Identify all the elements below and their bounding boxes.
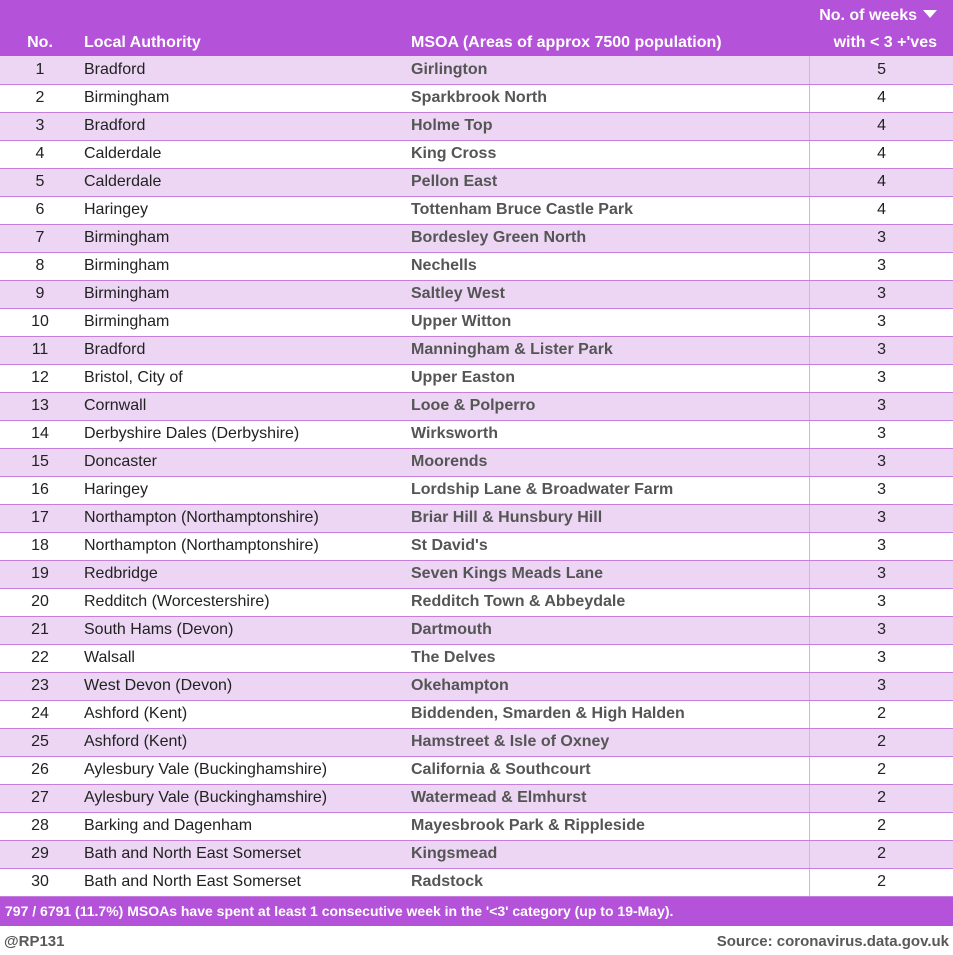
table-header-row: [0, 0, 953, 56]
table-row: [0, 392, 953, 420]
row-number: 21: [0, 616, 80, 644]
row-msoa: Kingsmead: [408, 840, 809, 868]
row-msoa: Hamstreet & Isle of Oxney: [408, 728, 809, 756]
row-number: 29: [0, 840, 80, 868]
table-row: [0, 560, 953, 588]
table-row: [0, 448, 953, 476]
row-msoa: Biddenden, Smarden & High Halden: [408, 700, 809, 728]
row-weeks: 3: [809, 336, 953, 364]
row-local-authority: Bath and North East Somerset: [80, 868, 408, 896]
row-msoa: Wirksworth: [408, 420, 809, 448]
table-row: [0, 728, 953, 756]
row-msoa: Holme Top: [408, 112, 809, 140]
row-local-authority: Birmingham: [80, 84, 408, 112]
row-number: 16: [0, 476, 80, 504]
table-row: [0, 252, 953, 280]
row-local-authority: Calderdale: [80, 140, 408, 168]
row-msoa: Briar Hill & Hunsbury Hill: [408, 504, 809, 532]
table-row: [0, 224, 953, 252]
table-row: [0, 112, 953, 140]
row-msoa: The Delves: [408, 644, 809, 672]
row-msoa: Bordesley Green North: [408, 224, 809, 252]
table-row: [0, 616, 953, 644]
table-row: [0, 840, 953, 868]
row-weeks: 2: [809, 812, 953, 840]
row-msoa: King Cross: [408, 140, 809, 168]
table-row: [0, 84, 953, 112]
header-weeks-line2: with < 3 +'ves: [833, 34, 937, 51]
row-weeks: 4: [809, 84, 953, 112]
row-number: 18: [0, 532, 80, 560]
row-msoa: Moorends: [408, 448, 809, 476]
row-weeks: 3: [809, 672, 953, 700]
row-weeks: 4: [809, 196, 953, 224]
row-number: 23: [0, 672, 80, 700]
row-number: 13: [0, 392, 80, 420]
row-local-authority: Barking and Dagenham: [80, 812, 408, 840]
row-local-authority: Northampton (Northamptonshire): [80, 532, 408, 560]
row-msoa: Okehampton: [408, 672, 809, 700]
row-local-authority: Bradford: [80, 336, 408, 364]
table-row: [0, 56, 953, 84]
row-local-authority: Aylesbury Vale (Buckinghamshire): [80, 784, 408, 812]
row-msoa: Upper Easton: [408, 364, 809, 392]
row-local-authority: Redditch (Worcestershire): [80, 588, 408, 616]
row-local-authority: Walsall: [80, 644, 408, 672]
header-weeks[interactable]: [809, 0, 953, 56]
footnote: 797 / 6791 (11.7%) MSOAs have spent at least 1 consecutive week in the '<3' category (up to 19-May).: [0, 897, 953, 926]
row-local-authority: Cornwall: [80, 392, 408, 420]
row-weeks: 5: [809, 56, 953, 84]
row-local-authority: Haringey: [80, 196, 408, 224]
row-local-authority: Ashford (Kent): [80, 700, 408, 728]
row-msoa: Nechells: [408, 252, 809, 280]
row-msoa: Upper Witton: [408, 308, 809, 336]
row-local-authority: South Hams (Devon): [80, 616, 408, 644]
row-weeks: 2: [809, 840, 953, 868]
row-weeks: 3: [809, 616, 953, 644]
row-weeks: 2: [809, 756, 953, 784]
row-msoa: Dartmouth: [408, 616, 809, 644]
row-weeks: 3: [809, 392, 953, 420]
row-weeks: 2: [809, 728, 953, 756]
row-number: 3: [0, 112, 80, 140]
row-local-authority: Birmingham: [80, 224, 408, 252]
row-local-authority: Bradford: [80, 56, 408, 84]
row-weeks: 4: [809, 168, 953, 196]
row-number: 5: [0, 168, 80, 196]
row-number: 24: [0, 700, 80, 728]
table-row: [0, 476, 953, 504]
row-weeks: 2: [809, 868, 953, 896]
caret-down-icon[interactable]: [923, 10, 937, 18]
table-row: [0, 644, 953, 672]
row-weeks: 3: [809, 476, 953, 504]
table-row: [0, 588, 953, 616]
header-local-authority[interactable]: Local Authority: [80, 0, 408, 56]
row-weeks: 3: [809, 252, 953, 280]
table-body: [0, 56, 953, 896]
row-number: 17: [0, 504, 80, 532]
row-local-authority: Bath and North East Somerset: [80, 840, 408, 868]
table-row: [0, 140, 953, 168]
table-row: [0, 700, 953, 728]
row-number: 25: [0, 728, 80, 756]
author-handle: @RP131: [4, 932, 65, 950]
row-local-authority: Northampton (Northamptonshire): [80, 504, 408, 532]
row-msoa: Manningham & Lister Park: [408, 336, 809, 364]
row-weeks: 3: [809, 644, 953, 672]
row-number: 1: [0, 56, 80, 84]
row-weeks: 3: [809, 224, 953, 252]
row-msoa: Pellon East: [408, 168, 809, 196]
row-weeks: 3: [809, 308, 953, 336]
row-local-authority: Ashford (Kent): [80, 728, 408, 756]
row-number: 2: [0, 84, 80, 112]
row-weeks: 4: [809, 140, 953, 168]
row-weeks: 3: [809, 504, 953, 532]
table-row: [0, 672, 953, 700]
row-weeks: 4: [809, 112, 953, 140]
table-row: [0, 168, 953, 196]
row-number: 9: [0, 280, 80, 308]
table-row: [0, 364, 953, 392]
row-number: 20: [0, 588, 80, 616]
row-weeks: 2: [809, 700, 953, 728]
row-weeks: 3: [809, 420, 953, 448]
row-msoa: Mayesbrook Park & Rippleside: [408, 812, 809, 840]
row-number: 12: [0, 364, 80, 392]
credits-bar: [0, 926, 953, 955]
row-number: 22: [0, 644, 80, 672]
row-msoa: Watermead & Elmhurst: [408, 784, 809, 812]
table-row: [0, 812, 953, 840]
row-number: 26: [0, 756, 80, 784]
table-row: [0, 280, 953, 308]
table-row: [0, 504, 953, 532]
header-msoa[interactable]: MSOA (Areas of approx 7500 population): [408, 0, 809, 56]
row-msoa: California & Southcourt: [408, 756, 809, 784]
row-number: 11: [0, 336, 80, 364]
row-number: 28: [0, 812, 80, 840]
row-msoa: Radstock: [408, 868, 809, 896]
table-row: [0, 420, 953, 448]
row-local-authority: Doncaster: [80, 448, 408, 476]
source-credit: Source: coronavirus.data.gov.uk: [716, 932, 949, 950]
row-number: 10: [0, 308, 80, 336]
row-local-authority: West Devon (Devon): [80, 672, 408, 700]
header-no[interactable]: No.: [0, 0, 80, 56]
row-local-authority: Redbridge: [80, 560, 408, 588]
row-number: 8: [0, 252, 80, 280]
row-msoa: St David's: [408, 532, 809, 560]
row-weeks: 3: [809, 532, 953, 560]
row-weeks: 2: [809, 784, 953, 812]
row-local-authority: Birmingham: [80, 280, 408, 308]
row-msoa: Saltley West: [408, 280, 809, 308]
row-weeks: 3: [809, 364, 953, 392]
table-row: [0, 336, 953, 364]
table-row: [0, 196, 953, 224]
table-row: [0, 868, 953, 896]
row-weeks: 3: [809, 560, 953, 588]
row-local-authority: Haringey: [80, 476, 408, 504]
row-weeks: 3: [809, 588, 953, 616]
row-number: 14: [0, 420, 80, 448]
row-msoa: Lordship Lane & Broadwater Farm: [408, 476, 809, 504]
header-weeks-line1: No. of weeks: [819, 7, 917, 24]
row-number: 6: [0, 196, 80, 224]
table-row: [0, 784, 953, 812]
row-number: 4: [0, 140, 80, 168]
row-local-authority: Birmingham: [80, 252, 408, 280]
row-msoa: Seven Kings Meads Lane: [408, 560, 809, 588]
row-local-authority: Birmingham: [80, 308, 408, 336]
row-weeks: 3: [809, 280, 953, 308]
row-local-authority: Bradford: [80, 112, 408, 140]
row-number: 19: [0, 560, 80, 588]
row-weeks: 3: [809, 448, 953, 476]
row-local-authority: Calderdale: [80, 168, 408, 196]
row-number: 7: [0, 224, 80, 252]
row-local-authority: Aylesbury Vale (Buckinghamshire): [80, 756, 408, 784]
row-msoa: Redditch Town & Abbeydale: [408, 588, 809, 616]
table-row: [0, 308, 953, 336]
table-row: [0, 532, 953, 560]
row-number: 27: [0, 784, 80, 812]
row-number: 30: [0, 868, 80, 896]
row-number: 15: [0, 448, 80, 476]
row-msoa: Tottenham Bruce Castle Park: [408, 196, 809, 224]
row-local-authority: Derbyshire Dales (Derbyshire): [80, 420, 408, 448]
row-msoa: Looe & Polperro: [408, 392, 809, 420]
row-msoa: Girlington: [408, 56, 809, 84]
table-row: [0, 756, 953, 784]
row-msoa: Sparkbrook North: [408, 84, 809, 112]
row-local-authority: Bristol, City of: [80, 364, 408, 392]
